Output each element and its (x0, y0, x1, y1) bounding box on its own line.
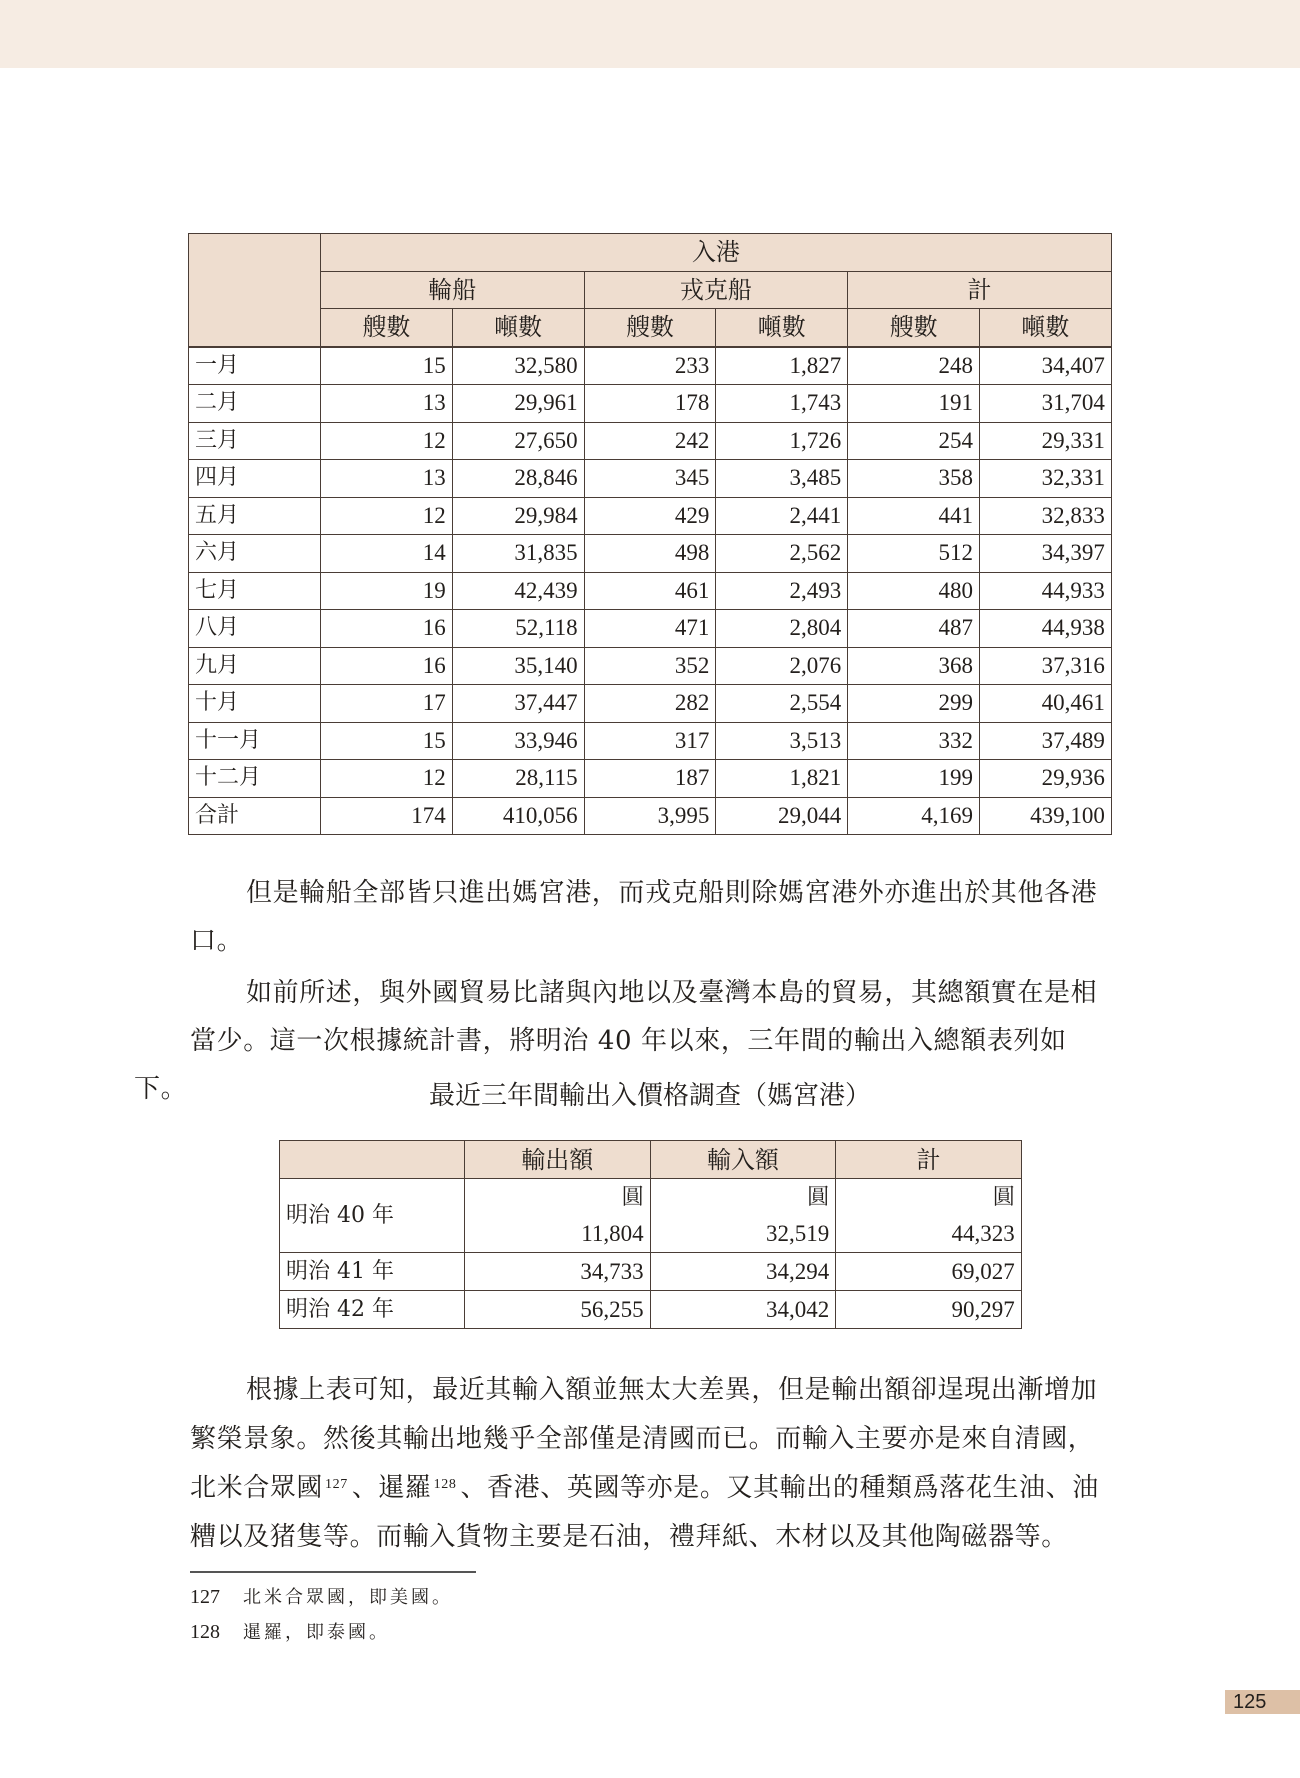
row-label: 十二月 (189, 760, 321, 798)
paragraph-3 (190, 1366, 1112, 1562)
header-group: 入港 (321, 234, 1112, 272)
table-cell: 29,044 (716, 797, 848, 835)
table-cell: 332 (848, 722, 980, 760)
table-cell: 461 (584, 572, 716, 610)
unit-label: 圓 (621, 1184, 644, 1210)
footnote-divider (190, 1571, 476, 1573)
corner-cell (280, 1141, 465, 1179)
table-row (189, 347, 1112, 385)
table-cell: 4,169 (848, 797, 980, 835)
table-cell: 12 (321, 422, 453, 460)
cell-value: 32,519 (765, 1220, 830, 1246)
table-cell: 31,704 (979, 385, 1111, 423)
row-label: 七月 (189, 572, 321, 610)
col-header: 噸數 (452, 309, 584, 347)
table-cell: 471 (584, 610, 716, 648)
table-cell: 12 (321, 760, 453, 798)
unit-label: 圓 (992, 1184, 1015, 1210)
footnote-text: 暹羅，即泰國。 (243, 1622, 390, 1643)
page-header-band (0, 0, 1300, 68)
table-cell: 187 (584, 760, 716, 798)
table-cell: 37,447 (452, 685, 584, 723)
cell-value: 11,804 (581, 1220, 644, 1246)
table-cell: 282 (584, 685, 716, 723)
table-cell: 29,331 (979, 422, 1111, 460)
col-header-export: 輸出額 (465, 1141, 651, 1179)
table-cell: 242 (584, 422, 716, 460)
table-cell: 3,485 (716, 460, 848, 498)
table-row (280, 1179, 1022, 1253)
row-label: 十月 (189, 685, 321, 723)
table-cell: 34,397 (979, 535, 1111, 573)
paragraph-1 (190, 869, 1112, 965)
table-cell: 498 (584, 535, 716, 573)
table-cell: 174 (321, 797, 453, 835)
table-cell: 3,513 (716, 722, 848, 760)
table-cell: 32,833 (979, 497, 1111, 535)
table-cell: 34,733 (465, 1253, 651, 1291)
table-cell: 35,140 (452, 647, 584, 685)
table-cell: 199 (848, 760, 980, 798)
table-cell: 487 (848, 610, 980, 648)
row-label: 六月 (189, 535, 321, 573)
text: 、香港、英國等亦是。又其輸出的種類爲落花生油、油 (460, 1473, 1099, 1503)
table-cell: 1,726 (716, 422, 848, 460)
table-cell: 429 (584, 497, 716, 535)
paragraph-line: 繁榮景象。然後其輸出地幾乎全部僅是清國而已。而輸入主要亦是來自清國， (190, 1424, 1095, 1454)
table-cell: 28,115 (452, 760, 584, 798)
col-header: 噸數 (716, 309, 848, 347)
footnote-number: 127 (190, 1586, 220, 1608)
table-cell: 3,995 (584, 797, 716, 835)
text: 、暹羅 (351, 1473, 432, 1503)
subheader-total: 計 (848, 271, 1112, 309)
col-header: 噸數 (979, 309, 1111, 347)
table-cell: 2,804 (716, 610, 848, 648)
paragraph-line: 口。 (190, 926, 244, 956)
col-header-total: 計 (836, 1141, 1022, 1179)
table-cell: 368 (848, 647, 980, 685)
table-row (189, 797, 1112, 835)
table-row (189, 422, 1112, 460)
table-row (189, 647, 1112, 685)
table-cell: 34,294 (650, 1253, 836, 1291)
table-cell: 44,938 (979, 610, 1111, 648)
table-cell: 40,461 (979, 685, 1111, 723)
table-cell: 233 (584, 347, 716, 385)
table-body (280, 1179, 1022, 1329)
table-row (189, 460, 1112, 498)
table-row (189, 535, 1112, 573)
table-cell: 12 (321, 497, 453, 535)
table-cell: 33,946 (452, 722, 584, 760)
table-cell: 2,554 (716, 685, 848, 723)
table-cell: 2,562 (716, 535, 848, 573)
subheader-steamship: 輪船 (321, 271, 585, 309)
table-cell: 37,316 (979, 647, 1111, 685)
page-number: 125 (1225, 1690, 1300, 1714)
paragraph-line: 如前所述，與外國貿易比諸與內地以及臺灣本島的貿易，其總額實在是相 (246, 978, 1098, 1008)
table-row (189, 572, 1112, 610)
col-header: 艘數 (321, 309, 453, 347)
footnote-128 (190, 1619, 390, 1646)
table-cell: 2,441 (716, 497, 848, 535)
table-cell: 345 (584, 460, 716, 498)
table-cell: 352 (584, 647, 716, 685)
row-label: 二月 (189, 385, 321, 423)
paragraph-line: 糟以及猪隻等。而輸入貨物主要是石油，禮拜紙、木材以及其他陶磁器等。 (190, 1522, 1068, 1552)
row-label: 十一月 (189, 722, 321, 760)
paragraph-line: 但是輪船全部皆只進出媽宮港，而戎克船則除媽宮港外亦進出於其他各港 (246, 878, 1098, 908)
table-cell: 254 (848, 422, 980, 460)
table-cell (836, 1179, 1022, 1253)
footnote-ref-128[interactable]: 128 (433, 1477, 457, 1492)
row-label: 四月 (189, 460, 321, 498)
table-cell: 42,439 (452, 572, 584, 610)
row-label: 合計 (189, 797, 321, 835)
table-cell: 34,042 (650, 1291, 836, 1329)
table-cell: 248 (848, 347, 980, 385)
row-label: 明治 41 年 (280, 1253, 465, 1291)
row-label: 五月 (189, 497, 321, 535)
table-cell: 15 (321, 722, 453, 760)
subheader-junk: 戎克船 (584, 271, 848, 309)
footnote-number: 128 (190, 1621, 220, 1643)
table-cell: 69,027 (836, 1253, 1022, 1291)
table-cell: 29,961 (452, 385, 584, 423)
table-cell: 13 (321, 385, 453, 423)
row-label: 九月 (189, 647, 321, 685)
table-cell: 13 (321, 460, 453, 498)
row-label: 一月 (189, 347, 321, 385)
table-cell: 56,255 (465, 1291, 651, 1329)
table-cell: 15 (321, 347, 453, 385)
cell-value: 44,323 (951, 1220, 1015, 1246)
paragraph-line: 當少。這一次根據統計書，將明治 40 年以來，三年間的輸出入總額表列如下。 (134, 1026, 1067, 1104)
monthly-arrivals-table (188, 233, 1112, 835)
table-cell: 27,650 (452, 422, 584, 460)
table-row (189, 497, 1112, 535)
table-cell: 299 (848, 685, 980, 723)
table-cell: 31,835 (452, 535, 584, 573)
text: 北米合眾國 (190, 1473, 324, 1503)
table-cell: 191 (848, 385, 980, 423)
table-cell: 32,580 (452, 347, 584, 385)
table-body (189, 347, 1112, 835)
table-cell: 2,493 (716, 572, 848, 610)
table-cell: 17 (321, 685, 453, 723)
table-row (189, 760, 1112, 798)
table2-caption: 最近三年間輸出入價格調查（媽宮港） (428, 1081, 871, 1111)
table-cell: 1,821 (716, 760, 848, 798)
table-cell: 44,933 (979, 572, 1111, 610)
table-cell: 178 (584, 385, 716, 423)
table-cell: 1,743 (716, 385, 848, 423)
table-row (189, 722, 1112, 760)
table-cell: 19 (321, 572, 453, 610)
table-cell: 512 (848, 535, 980, 573)
row-label: 明治 42 年 (280, 1291, 465, 1329)
footnote-127 (190, 1584, 453, 1611)
table-row (189, 610, 1112, 648)
table-cell: 410,056 (452, 797, 584, 835)
table-row (280, 1253, 1022, 1291)
trade-value-table (279, 1140, 1022, 1329)
unit-label: 圓 (807, 1184, 830, 1210)
table-cell: 16 (321, 647, 453, 685)
row-label: 三月 (189, 422, 321, 460)
table-cell: 358 (848, 460, 980, 498)
col-header: 艘數 (584, 309, 716, 347)
table-cell: 16 (321, 610, 453, 648)
col-header-import: 輸入額 (650, 1141, 836, 1179)
table-cell: 441 (848, 497, 980, 535)
table-cell: 28,846 (452, 460, 584, 498)
row-label: 明治 40 年 (280, 1179, 465, 1253)
table-cell: 90,297 (836, 1291, 1022, 1329)
table-cell: 32,331 (979, 460, 1111, 498)
table-cell: 480 (848, 572, 980, 610)
table-cell: 34,407 (979, 347, 1111, 385)
table-row (189, 685, 1112, 723)
corner-cell (189, 234, 321, 347)
paragraph-line: 根據上表可知，最近其輸入額並無太大差異，但是輸出額卻逞現出漸增加 (246, 1375, 1098, 1405)
table-cell: 52,118 (452, 610, 584, 648)
table-cell: 2,076 (716, 647, 848, 685)
table-cell: 29,984 (452, 497, 584, 535)
footnote-text: 北米合眾國，即美國。 (243, 1587, 453, 1608)
footnote-ref-127[interactable]: 127 (325, 1477, 348, 1492)
table-cell: 37,489 (979, 722, 1111, 760)
paragraph-line (134, 1464, 1099, 1513)
table-cell (650, 1179, 836, 1253)
table-cell (465, 1179, 651, 1253)
table-row (280, 1291, 1022, 1329)
row-label: 八月 (189, 610, 321, 648)
col-header: 艘數 (848, 309, 980, 347)
table-cell: 317 (584, 722, 716, 760)
table-row (189, 385, 1112, 423)
table-cell: 29,936 (979, 760, 1111, 798)
table-cell: 14 (321, 535, 453, 573)
table-cell: 1,827 (716, 347, 848, 385)
table-cell: 439,100 (979, 797, 1111, 835)
